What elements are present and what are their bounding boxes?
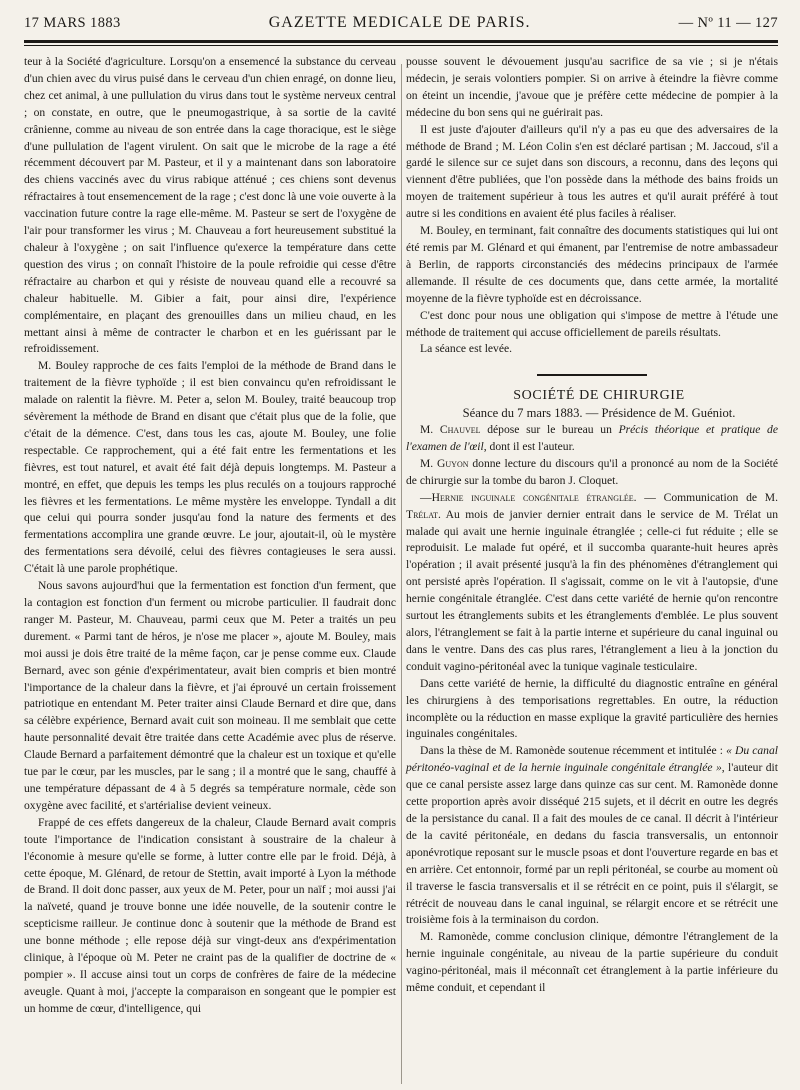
name-trelat: M. Trélat <box>406 490 778 521</box>
section-title: SOCIÉTÉ DE CHIRURGIE <box>513 388 685 404</box>
guyon-paragraph <box>406 456 778 490</box>
right-paragraph-5: La séance est levée. <box>420 342 513 356</box>
diagnostic-paragraph: Dans cette variété de hernie, la difficulté du diagnostic entraîne en général les chirurgiens à des temporisations regrettables. En outre, la réduction incomplète ou la réduction en masse explique la gravité particulière des hernies inguinales congénitales. <box>406 676 778 741</box>
right-paragraph-3: M. Bouley, en terminant, fait connaître des documents statistiques qui lui ont été remis par M. Glénard et qui émanent, par l'entremise de notre ambassadeur à Berlin, de rapports circonstanciés des médecins principaux de l'armée allemande. Il résulte de ces documents que, dans cette armée, la mortalité moyenne de la fièvre typhoïde est en décroissance. <box>406 224 778 305</box>
left-paragraph-1: teur à la Société d'agriculture. Lorsqu'on a ensemencé la substance du cerveau d'un chien avec du virus puisé dans le cerveau d'un chien enragé, on donne lieu, chez cet animal, à une pullulation du virus dans tout le système nerveux central ; on constate, en outre, que le pneumogastrique, à sa sortie de la cavité crânienne, comme au niveau de son entrée dans la cage thoracique, est le siège d'une pullulation de l'agent virulent. On sait que le microbe de la rage a été récemment découvert par M. Pasteur, et il y a maintenant dans son laboratoire des chiens vaccinés avec du virus rabique atténué ; ces chiens sont devenus réfractaires à tout ensemencement de la rage ; c'est donc là une voie ouverte à la vaccination future contre la rage elle-même. M. Pasteur se sert de l'oxygène de l'air pour transformer les virus ; M. Chauveau a fort heureusement substitué la chaleur à l'oxygène ; on sait l'influence qu'exerce la température dans cette question des virus ; on connaît l'histoire de la poule refroidie qui cesse d'être réfractaire au charbon et qui y résiste de nouveau quand elle a recouvré sa chaleur habituelle. M. Gibier a fait, pour ainsi dire, l'expérience complémentaire, en plaçant des grenouilles dans un milieu chaud, en les mettant ainsi à même de contracter le charbon et en les guérissant par le refroidissement. <box>24 55 396 356</box>
book-title: Précis théorique et pratique de l'examen de l'œil <box>406 423 778 454</box>
trelat-paragraph <box>406 490 778 676</box>
page-header <box>24 14 778 36</box>
right-paragraph-1: pousse souvent le dévouement jusqu'au sacrifice de sa vie ; si je n'étais médecin, je serais volontiers pompier. Si on arrive à éteindre la fièvre comme on éteint un incendie, j'avoue que je préfère cette médecine de pompier à la médecine du bon sens qui ne guérirait pas. <box>406 55 778 119</box>
chauvel-text-1: dépose sur le bureau un <box>480 423 619 437</box>
left-column <box>24 54 396 1018</box>
section-separator <box>537 374 647 376</box>
session-line: Séance du 7 mars 1883. — Présidence de M. Guéniot. <box>462 406 736 421</box>
chauvel-text-2: , dont il est l'auteur. <box>483 440 575 454</box>
hernie-heading: —Hernie inguinale congénitale étranglée. <box>420 490 637 504</box>
trelat-text: . Au mois de janvier dernier entrait dans le service de M. Trélat un malade qui avait une hernie inguinale étranglée ; celle-ci fut réduite ; elle se reproduisit. Le malade fut opéré, et il succomba quarante-huit heures après l'opération ; il avait présenté jusqu'à la fin des phénomènes d'étranglement qui ont persisté après l'opération. Il s'agissait, comme on le vit à l'autopsie, d'une hernie congénitale étranglée. C'est dans cette variété de hernie qu'on rencontre surtout les étranglements subits et les étranglements d'emblée. Le plus souvent alors, l'étranglement se fait à la partie interne et supérieure du canal inguinal ou dans le ventre. Dans des cas plus rares, l'étranglement a lieu à la jonction du conduit vagino-péritonéal avec la tunique vaginale testiculaire. <box>406 507 778 673</box>
left-paragraph-4: Frappé de ces effets dangereux de la chaleur, Claude Bernard avait compris toute l'importance de l'indication consistant à soustraire de la chaleur à l'économie à mesure qu'elle se forme, à lutter contre elle par le froid. Déjà, à cette époque, M. Glénard, de retour de Stettin, avait importé à Lyon la méthode de Brand. Il doit donc passer, aux yeux de M. Peter, pour un naïf ; moi aussi j'ai la naïveté, quand je trouve bonne une idée nouvelle, de la soutenir contre le scepticisme railleur. Je continue donc à soutenir que la méthode de Brand est une bonne méthode ; elle repose déjà sur vingt-deux ans d'expérimentation clinique, à l'époque où M. Peter ne craint pas de la qualifier de doctrine de « pompier ». Il accuse ainsi tout un corps de confrères de faire de la médecine aveugle. Quant à moi, j'accepte la comparaison en songeant que le pompier est un homme de cœur, d'intelligence, qui <box>24 815 396 1015</box>
left-paragraph-3: Nous savons aujourd'hui que la fermentation est fonction d'un ferment, que la contagion est fonction d'un ferment ou microbe particulier. Il faudrait donc ranger M. Pasteur, M. Chauveau, parmi ceux que M. Peter a traités un peu durement. « Parmi tant de héros, je n'ose me placer », ajoute M. Bouley, mais moi aussi je dois être traité de la même façon, car je pense comme eux. Claude Bernard, avec son génie d'expérimentateur, avait bien compris et bien montré l'importance de la chaleur dans la fièvre, et j'ai éprouvé un certain froissement patriotique en entendant M. Peter traiter ainsi Claude Bernard et dire que, dans sa célèbre expérience, Bernard avait cuit son moineau. Il me semblait que cette haute personnalité devait être traitée dans cette Académie avec plus de réserve. Claude Bernard a parfaitement démontré que la chaleur est un toxique et qu'elle tue par le cœur, par les muscles, par le sang ; il a montré que le sang, chauffé à une température dépassant de 4 à 5 degrés sa température normale, cède son oxygène avec facilité, et s'artérialise devient veineux. <box>24 579 396 812</box>
header-publication: GAZETTE MEDICALE DE PARIS. <box>268 14 531 31</box>
header-rule-thick <box>24 40 778 43</box>
column-divider <box>401 64 402 1084</box>
thesis-title: « Du canal péritonéo-vaginal et de la hernie inguinale congénitale étranglée » <box>406 744 778 775</box>
conclusion-paragraph: M. Ramonède, comme conclusion clinique, démontre l'étranglement de la hernie inguinale congénitale, au niveau de la partie supérieure du conduit vagino-péritonéal, mais il méconnaît cet étranglement à la partie inférieure du même conduit, et cependant il <box>406 930 778 995</box>
right-column <box>406 54 778 1018</box>
name-chauvel: M. Chauvel <box>420 423 481 437</box>
left-paragraph-2: M. Bouley rapproche de ces faits l'emploi de la méthode de Brand dans le traitement de la fièvre typhoïde ; il est bien convaincu qu'en refroidissant le malade on ralentit la fièvre. M. Peter a, selon M. Bouley, traité beaucoup trop sévèrement la méthode de Brand en disant que c'était plus que de la folie, que c'était de la démence. C'est, dans tous les cas, ajoute M. Bouley, une folie respectable. Ce rapprochement, qui a été fait entre les fermentations et les fièvres, est tout naturel, et avait été fait déjà depuis longtemps. M. Pasteur a montré, en effet, que depuis les temps les plus reculés on a toujours rapproché les fièvres et les fermentations. Le même mystère les enveloppe. Tyndall a dit que celui qui pourra sonder jusqu'au fond la nature des ferments et des fermentations accomplira une grande œuvre. Le jour, ajoutait-il, où le mystère des fermentations sera dévoilé, celui des fièvres contagieuses le sera aussi. C'était là une parole prophétique. <box>24 359 396 576</box>
ramonede-post: , l'auteur dit que ce canal persiste assez large dans quinze cas sur cent. M. Ramonède donne cette proportion après avoir disséqué 215 sujets, et il décrit en outre les degrés de la persistance du canal. Il a fait des moules de ce canal. Il décrit à l'intérieur de la cavité péritonéale, en dedans du fascia transversalis, un entonnoir aponévrotique reposant sur le muscle psoas et dont l'ouverture regarde en bas et en arrière. Cet entonnoir, formé par un repli péritonéal, se courbe au moment où il traverse le fascia transversalis et il se rétrécit en ce point, puis il s'élargit, se rétrécit de nouveau dans le canal inguinal, se rélargit encore et se rétrécit une troisième fois à la terminaison du cordon. <box>406 761 778 927</box>
right-paragraph-4: C'est donc pour nous une obligation qui s'impose de mettre à l'étude une méthode de traitement qui accuse officiellement de pareils résultats. <box>406 308 778 339</box>
header-rule-thin <box>24 45 778 46</box>
name-guyon: M. Guyon <box>420 456 469 470</box>
guyon-text: donne lecture du discours qu'il a prononcé au nom de la Société de chirurgie sur la tombe du baron J. Cloquet. <box>406 456 778 487</box>
right-paragraph-2: Il est juste d'ajouter d'ailleurs qu'il n'y a pas eu que des adversaires de la méthode de Brand ; M. Léon Colin s'en est déclaré partisan ; M. Jaccoud, s'il a gardé le silence sur ce sujet dans son discours, a reconnu, dans des leçons qui viennent d'être publiées, que l'on possède dans la méthode des bains froids un moyen de traitement supérieur à tous les autres et qu'il aurait préféré à tout autre si les conditions en avaient été plus faciles à réaliser. <box>406 122 778 221</box>
ramonede-paragraph <box>406 743 778 929</box>
trelat-pre: — Communication de <box>636 490 765 504</box>
chauvel-paragraph <box>406 422 778 456</box>
header-issue: — Nº 11 — 127 <box>678 15 778 31</box>
header-date: 17 MARS 1883 <box>24 15 121 31</box>
ramonede-pre: Dans la thèse de M. Ramonède soutenue récemment et intitulée : <box>420 744 727 758</box>
